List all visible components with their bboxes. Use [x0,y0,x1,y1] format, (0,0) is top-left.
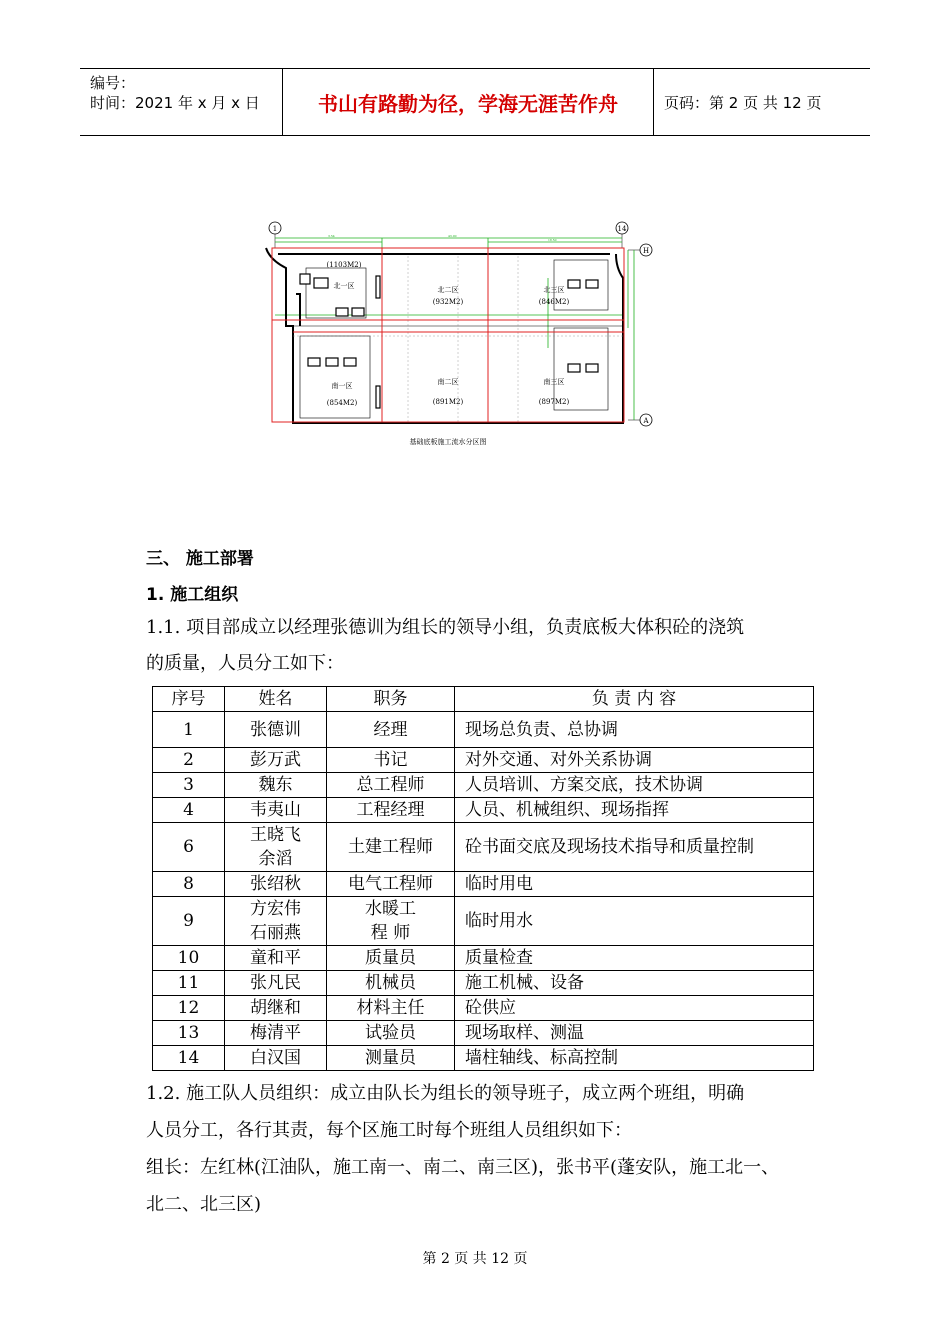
cell-name: 童和平 [225,946,327,971]
cell-duty: 质量检查 [455,946,814,971]
cell-duty: 现场总负责、总协调 [455,712,814,748]
page-header [80,68,870,136]
zone-north2-name: 北二区 [437,286,459,294]
table-row [153,872,814,897]
cell-duty: 施工机械、设备 [455,971,814,996]
axis-label-top: H [642,247,650,255]
paragraph-1-line-1: 1.1. 项目部成立以经理张德训为组长的领导小组，负责底板大体积砼的浇筑 [146,617,745,638]
cell-title: 材料主任 [327,996,455,1021]
zone-north1-name: 北一区 [333,282,355,290]
table-row [153,823,814,872]
table-row [153,748,814,773]
svg-text:3.54: 3.54 [328,234,335,238]
header-motto: 书山有路勤为径，学海无涯苦作舟 [282,69,654,135]
table-row [153,996,814,1021]
cell-no: 9 [153,897,225,946]
cell-no: 10 [153,946,225,971]
cell-name-line-1: 方宏伟 [250,899,301,919]
cell-title: 经理 [327,712,455,748]
cell-duty: 砼供应 [455,996,814,1021]
zone-north3-area: (846M2) [538,298,570,306]
cell-name: 韦夷山 [225,798,327,823]
foundation-zoning-plan [248,218,658,458]
cell-name-line-2: 石丽燕 [250,923,301,943]
building-outline [266,248,623,423]
cell-name-line-1: 王晓飞 [250,825,301,845]
paragraph-2-line-1: 1.2. 施工队人员组织：成立由队长为组长的领导班子，成立两个班组，明确 [146,1083,745,1104]
cell-title-line-1: 水暖工 [365,899,416,919]
page-footer: 第 2 页 共 12 页 [422,1251,528,1267]
cell-no: 8 [153,872,225,897]
axis-label-right: 14 [617,225,627,233]
header-title: 职务 [327,687,455,712]
axis-label-left: 1 [272,225,278,233]
cell-no: 11 [153,971,225,996]
cell-name: 梅清平 [225,1021,327,1046]
table-row [153,712,814,748]
header-duty: 负 责 内 容 [455,687,814,712]
cell-title: 电气工程师 [327,872,455,897]
zone-north1-area: (1103M2) [326,261,362,269]
cell-duty: 现场取样、测温 [455,1021,814,1046]
cell-no: 4 [153,798,225,823]
cell-title: 质量员 [327,946,455,971]
code-label: 编号： [90,74,136,92]
cell-name: 张德训 [225,712,327,748]
cell-name: 白汉国 [225,1046,327,1071]
zone-south2-area: (891M2) [432,398,464,406]
table-row [153,897,814,946]
cell-duty: 墙柱轴线、标高控制 [455,1046,814,1071]
cell-duty: 人员、机械组织、现场指挥 [455,798,814,823]
cell-no: 12 [153,996,225,1021]
cell-no: 2 [153,748,225,773]
table-row [153,773,814,798]
cell-title-line-2: 程 师 [370,923,411,943]
cell-name [225,823,327,872]
axis-label-bottom: A [643,417,649,425]
cell-title: 总工程师 [327,773,455,798]
zone-south3-area: (897M2) [538,398,570,406]
svg-text:43.00: 43.00 [448,234,457,238]
cell-duty: 对外交通、对外关系协调 [455,748,814,773]
header-meta [80,69,282,135]
cell-duty: 砼书面交底及现场技术指导和质量控制 [455,823,814,872]
cell-title [327,897,455,946]
subsection-title: 1. 施工组织 [146,585,239,605]
cell-no: 1 [153,712,225,748]
cell-duty: 临时用水 [455,897,814,946]
table-row [153,798,814,823]
zone-south2-name: 南二区 [437,378,459,386]
cell-title: 测量员 [327,1046,455,1071]
cell-no: 3 [153,773,225,798]
plan-caption: 基础底板施工流水分区图 [409,438,487,446]
table-row [153,946,814,971]
time-label: 时间：2021 年 x 月 x 日 [90,94,260,112]
zone-south1-name: 南一区 [331,382,353,390]
cell-name: 彭万武 [225,748,327,773]
table-row [153,1021,814,1046]
header-no: 序号 [153,687,225,712]
cell-no: 13 [153,1021,225,1046]
header-name: 姓名 [225,687,327,712]
section-title: 三、 施工部署 [146,549,254,569]
cell-duty: 临时用电 [455,872,814,897]
zone-north3-name: 北三区 [543,286,565,294]
cell-name: 张凡民 [225,971,327,996]
staff-duty-table [152,686,814,1071]
paragraph-2-line-4: 北二、北三区) [146,1194,262,1215]
zone-north2-area: (932M2) [432,298,464,306]
cell-name [225,897,327,946]
zoning-lines [272,248,624,422]
paragraph-2-line-2: 人员分工，各行其责，每个区施工时每个班组人员组织如下： [146,1120,632,1141]
svg-text:18.50: 18.50 [548,238,557,242]
cell-name: 胡继和 [225,996,327,1021]
cell-duty: 人员培训、方案交底，技术协调 [455,773,814,798]
cell-title: 书记 [327,748,455,773]
paragraph-1-line-2: 的质量，人员分工如下： [146,653,344,674]
table-header-row [153,687,814,712]
cell-name: 张绍秋 [225,872,327,897]
header-page-label: 页码：第 2 页 共 12 页 [664,93,822,112]
cell-no: 6 [153,823,225,872]
paragraph-2-line-3: 组长：左红林(江油队，施工南一、南二、南三区)，张书平(蓬安队，施工北一、 [146,1157,780,1178]
cell-title: 试验员 [327,1021,455,1046]
cell-title: 工程经理 [327,798,455,823]
cell-no: 14 [153,1046,225,1071]
table-row [153,1046,814,1071]
cell-title: 机械员 [327,971,455,996]
table-row [153,971,814,996]
cell-name: 魏东 [225,773,327,798]
cell-title: 土建工程师 [327,823,455,872]
cell-name-line-2: 余滔 [258,849,293,869]
zone-south1-area: (854M2) [326,399,358,407]
zone-south3-name: 南三区 [543,378,565,386]
